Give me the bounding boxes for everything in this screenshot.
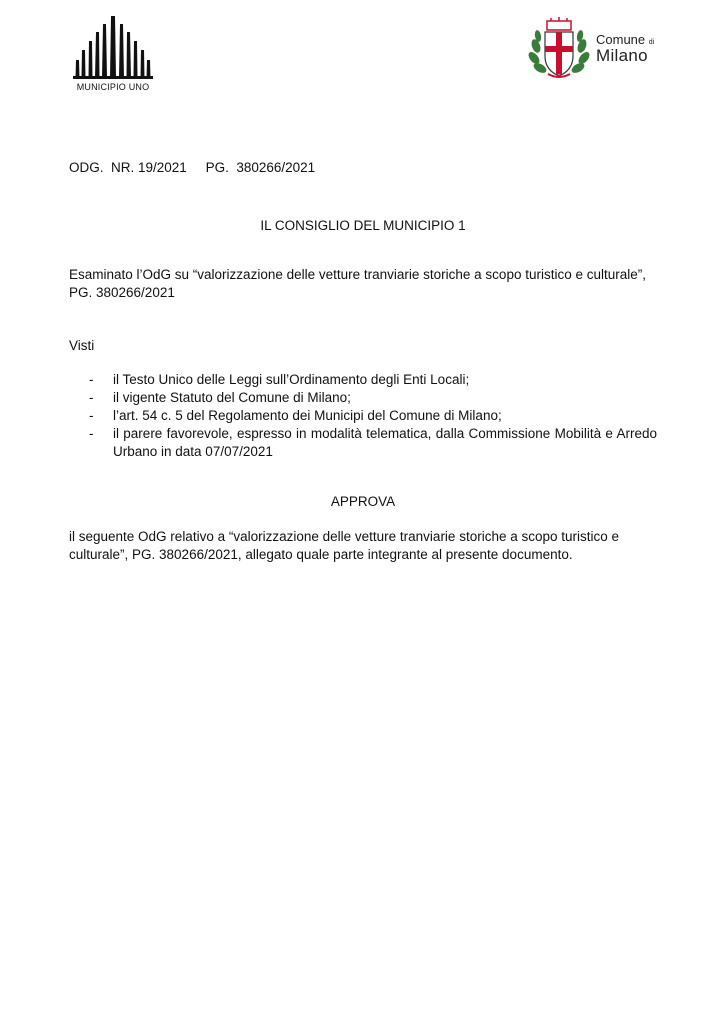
municipio-uno-caption: MUNICIPIO UNO	[76, 82, 150, 92]
document-reference	[69, 159, 657, 177]
visti-list	[69, 371, 657, 461]
council-title: IL CONSIGLIO DEL MUNICIPIO 1	[260, 218, 466, 233]
municipio-uno-logo	[70, 16, 156, 96]
comune-di-milano-logo	[528, 16, 668, 82]
esaminato-paragraph: Esaminato l’OdG su “valorizzazione delle vetture tranviarie storiche a scopo turistico e culturale”, PG. 380266/2021	[69, 267, 647, 300]
cathedral-spires-icon	[70, 16, 156, 80]
milano-crest-icon	[528, 16, 590, 80]
approva-title: APPROVA	[330, 494, 396, 509]
list-item: - il vigente Statuto del Comune di Milano;	[89, 390, 351, 405]
odg-number: ODG. NR. 19/2021	[69, 160, 187, 175]
pg-number: PG. 380266/2021	[205, 160, 316, 175]
comune-label: Comune di	[596, 32, 655, 47]
milano-label: Milano	[596, 46, 648, 65]
list-item: - il parere favorevole, espresso in modalità telematica, dalla Commissione Mobilità e Arredo Urbano in data 07/07/2021	[89, 426, 657, 459]
list-item: - il Testo Unico delle Leggi sull’Ordinamento degli Enti Locali;	[89, 372, 470, 387]
list-item: - l’art. 54 c. 5 del Regolamento dei Municipi del Comune di Milano;	[89, 408, 502, 423]
approva-paragraph: il seguente OdG relativo a “valorizzazione delle vetture tranviarie storiche a scopo turistico e culturale”, PG. 380266/2021, allegato quale parte integrante al presente documento.	[69, 529, 620, 562]
visti-label: Visti	[69, 338, 95, 353]
